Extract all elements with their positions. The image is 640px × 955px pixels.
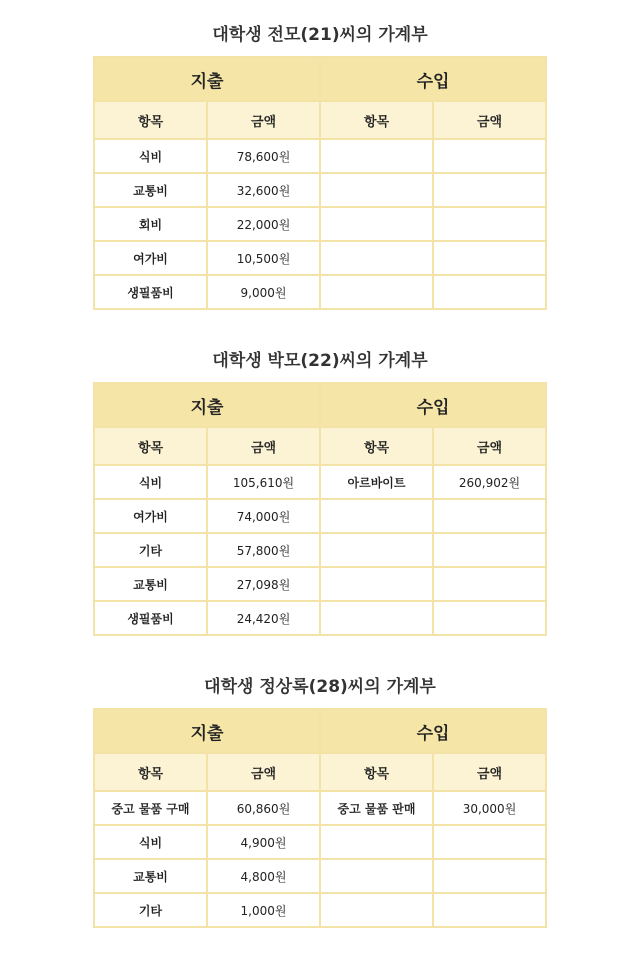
income-amount-cell bbox=[434, 860, 545, 892]
ledger-table bbox=[93, 708, 547, 928]
expense-item-cell: 교통비 bbox=[95, 568, 206, 600]
income-item-cell bbox=[321, 568, 432, 600]
income-item-cell bbox=[321, 534, 432, 566]
table-row bbox=[95, 242, 545, 274]
expense-item-cell: 식비 bbox=[95, 826, 206, 858]
table-row bbox=[95, 208, 545, 240]
income-item-cell bbox=[321, 860, 432, 892]
income-item-cell bbox=[321, 500, 432, 532]
expense-amount-cell: 24,420원 bbox=[208, 602, 319, 634]
income-amount-cell: 260,902원 bbox=[434, 466, 545, 498]
income-amount-header: 금액 bbox=[434, 428, 545, 464]
expense-amount-cell: 22,000원 bbox=[208, 208, 319, 240]
income-amount-cell bbox=[434, 140, 545, 172]
income-item-header: 항목 bbox=[321, 754, 432, 790]
expense-amount-cell: 32,600원 bbox=[208, 174, 319, 206]
table-row bbox=[95, 500, 545, 532]
expense-item-cell: 식비 bbox=[95, 140, 206, 172]
expense-item-cell: 식비 bbox=[95, 466, 206, 498]
expense-item-cell: 중고 물품 구매 bbox=[95, 792, 206, 824]
expense-amount-cell: 9,000원 bbox=[208, 276, 319, 308]
table-row bbox=[95, 826, 545, 858]
expense-amount-cell: 27,098원 bbox=[208, 568, 319, 600]
expense-item-header: 항목 bbox=[95, 428, 206, 464]
expense-item-header: 항목 bbox=[95, 102, 206, 138]
ledger-table bbox=[93, 56, 547, 310]
expense-amount-cell: 105,610원 bbox=[208, 466, 319, 498]
expense-item-cell: 생필품비 bbox=[95, 602, 206, 634]
expense-header: 지출 bbox=[95, 384, 319, 426]
expense-item-cell: 교통비 bbox=[95, 860, 206, 892]
table-row bbox=[95, 860, 545, 892]
expense-amount-cell: 4,800원 bbox=[208, 860, 319, 892]
income-amount-cell bbox=[434, 602, 545, 634]
expense-item-cell: 여가비 bbox=[95, 500, 206, 532]
income-item-header: 항목 bbox=[321, 428, 432, 464]
table-row bbox=[95, 602, 545, 634]
expense-header: 지출 bbox=[95, 58, 319, 100]
income-amount-cell bbox=[434, 208, 545, 240]
income-amount-header: 금액 bbox=[434, 754, 545, 790]
table-row bbox=[95, 466, 545, 498]
income-item-cell bbox=[321, 602, 432, 634]
table-row bbox=[95, 534, 545, 566]
income-item-cell bbox=[321, 242, 432, 274]
expense-item-cell: 여가비 bbox=[95, 242, 206, 274]
income-amount-cell bbox=[434, 276, 545, 308]
income-item-cell bbox=[321, 140, 432, 172]
expense-item-cell: 회비 bbox=[95, 208, 206, 240]
income-item-cell bbox=[321, 894, 432, 926]
ledger-title: 대학생 전모(21)씨의 가계부 bbox=[212, 25, 428, 45]
expense-amount-cell: 1,000원 bbox=[208, 894, 319, 926]
income-item-header: 항목 bbox=[321, 102, 432, 138]
expense-amount-cell: 78,600원 bbox=[208, 140, 319, 172]
table-row bbox=[95, 174, 545, 206]
expense-item-cell: 기타 bbox=[95, 534, 206, 566]
income-amount-cell bbox=[434, 500, 545, 532]
expense-item-header: 항목 bbox=[95, 754, 206, 790]
table-row bbox=[95, 568, 545, 600]
table-row bbox=[95, 276, 545, 308]
income-item-cell bbox=[321, 174, 432, 206]
income-item-cell: 중고 물품 판매 bbox=[321, 792, 432, 824]
expense-item-cell: 기타 bbox=[95, 894, 206, 926]
ledger-section-3 bbox=[93, 676, 547, 928]
expense-amount-header: 금액 bbox=[208, 754, 319, 790]
income-amount-cell bbox=[434, 534, 545, 566]
income-item-cell bbox=[321, 208, 432, 240]
income-amount-cell bbox=[434, 826, 545, 858]
income-amount-cell: 30,000원 bbox=[434, 792, 545, 824]
expense-item-cell: 생필품비 bbox=[95, 276, 206, 308]
expense-amount-header: 금액 bbox=[208, 102, 319, 138]
ledger-title: 대학생 정상록(28)씨의 가계부 bbox=[204, 677, 436, 697]
table-row bbox=[95, 792, 545, 824]
income-header: 수입 bbox=[321, 384, 545, 426]
income-amount-cell bbox=[434, 894, 545, 926]
expense-amount-cell: 57,800원 bbox=[208, 534, 319, 566]
income-item-cell: 아르바이트 bbox=[321, 466, 432, 498]
income-amount-cell bbox=[434, 242, 545, 274]
income-amount-cell bbox=[434, 568, 545, 600]
income-amount-cell bbox=[434, 174, 545, 206]
expense-amount-cell: 60,860원 bbox=[208, 792, 319, 824]
table-row bbox=[95, 894, 545, 926]
expense-amount-cell: 10,500원 bbox=[208, 242, 319, 274]
expense-amount-header: 금액 bbox=[208, 428, 319, 464]
income-amount-header: 금액 bbox=[434, 102, 545, 138]
expense-header: 지출 bbox=[95, 710, 319, 752]
expense-amount-cell: 74,000원 bbox=[208, 500, 319, 532]
expense-amount-cell: 4,900원 bbox=[208, 826, 319, 858]
ledger-section-1 bbox=[93, 24, 547, 310]
income-item-cell bbox=[321, 826, 432, 858]
income-item-cell bbox=[321, 276, 432, 308]
ledger-table bbox=[93, 382, 547, 636]
ledger-title: 대학생 박모(22)씨의 가계부 bbox=[212, 351, 428, 371]
income-header: 수입 bbox=[321, 710, 545, 752]
income-header: 수입 bbox=[321, 58, 545, 100]
table-row bbox=[95, 140, 545, 172]
ledger-section-2 bbox=[93, 350, 547, 636]
expense-item-cell: 교통비 bbox=[95, 174, 206, 206]
